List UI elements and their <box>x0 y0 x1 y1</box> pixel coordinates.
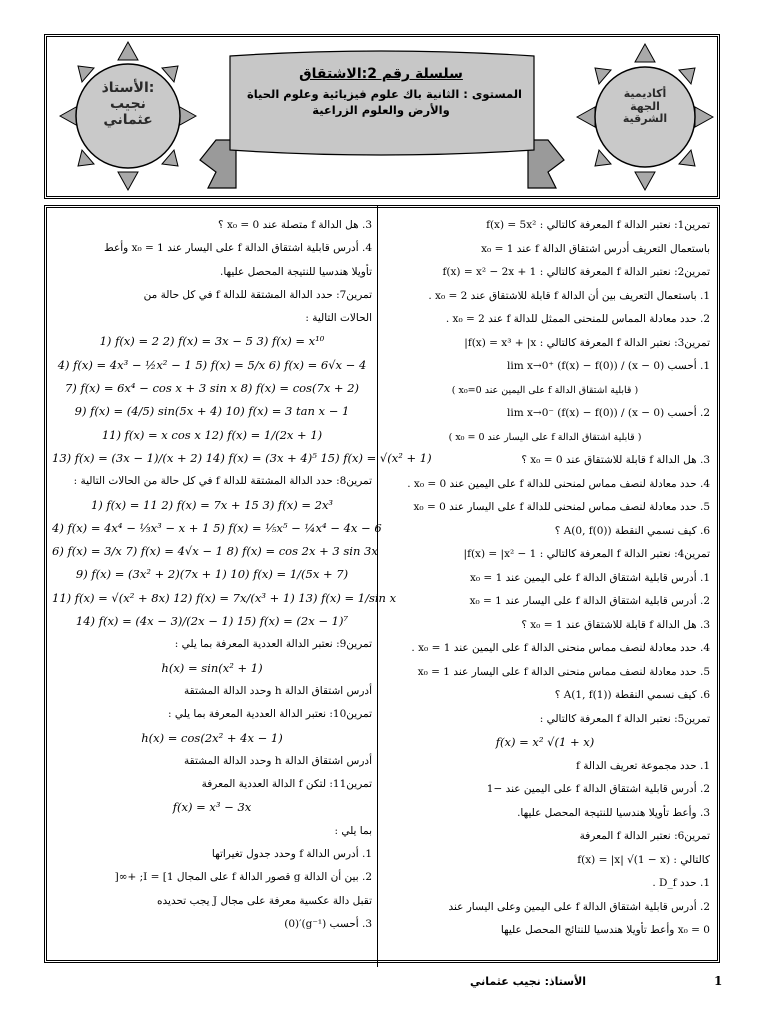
exercise-line: 3. هل الدالة f متصلة عند x₀ = 0 ؟ <box>218 219 372 231</box>
formula-line: 9) f(x) = (4/5) sin(5x + 4) 10) f(x) = 3 tan x − 1 <box>74 404 350 419</box>
exercise-line: باستعمال التعريف أدرس اشتقاق الدالة f عند x₀ = 1 <box>481 242 710 255</box>
academy-spike <box>679 150 695 166</box>
exercise-line: تمرين11: لتكن f الدالة العددية المعرفة <box>201 778 372 791</box>
exercise-line: ( قابلية اشتقاق الدالة f على اليسار عند x₀ = 0 ) <box>448 431 642 443</box>
exercise-line: تمرين8: حدد الدالة المشتقة للدالة f في كل حالة من الحالات التالية : <box>73 475 372 488</box>
teacher-badge <box>84 80 172 128</box>
exercise-line: ( قابلية اشتقاق الدالة f على اليمين عند x₀=0 ) <box>451 384 639 396</box>
exercise-line: 3. أحسب (g⁻¹)′(0) <box>284 917 372 930</box>
formula-line: h(x) = cos(2x² + 4x − 1) <box>141 730 283 745</box>
exercise-line: تمرين5: نعتبر الدالة f المعرفة كالتالي : <box>539 712 710 725</box>
exercise-line: 1. حدد مجموعة تعريف الدالة f <box>575 759 710 772</box>
formula-line: 6) f(x) = 3/x 7) f(x) = 4√x − 1 8) f(x) = cos 2x + 3 sin 3x <box>52 544 378 559</box>
exercise-line: تمرين4: نعتبر الدالة f المعرفة كالتالي : f(x) = |x² − 1| <box>463 548 710 560</box>
exercise-line: تأويلا هندسيا للنتيجة المحصل عليها. <box>219 265 372 278</box>
exercise-line: الحالات التالية : <box>305 312 372 325</box>
exercise-line: تمرين9: نعتبر الدالة العددية المعرفة بما يلي : <box>174 638 372 651</box>
formula-line: 11) f(x) = x cos x 12) f(x) = 1/(2x + 1) <box>101 427 323 442</box>
exercise-line: 3. هل الدالة f قابلة للاشتقاق عند x₀ = 1 ؟ <box>521 618 710 631</box>
exercise-line: 1. أدرس الدالة f وحدد جدول تغيراتها <box>211 848 372 861</box>
teacher-spike <box>118 172 138 190</box>
exercise-line: 1. أدرس قابلية اشتقاق الدالة f على اليمين عند x₀ = 1 <box>469 571 710 584</box>
teacher-badge-line: عثماني <box>103 112 153 129</box>
formula-line: h(x) = sin(x² + 1) <box>161 660 263 675</box>
academy-spike <box>635 172 655 190</box>
exercise-line: 5. حدد معادلة لنصف مماس لمنحنى للدالة f على اليسار عند x₀ = 0 <box>413 501 710 513</box>
level-line: المستوى : الثانية باك علوم فيزيائية وعلوم الحياة <box>246 87 522 101</box>
academy-spike <box>635 44 655 62</box>
exercise-line: 2. أدرس قابلية اشتقاق الدالة f على اليمين عند −1 <box>486 783 710 795</box>
exercise-line: تمرين10: نعتبر الدالة العددية المعرفة بما يلي : <box>168 708 372 721</box>
exercise-line: 2. أدرس قابلية اشتقاق الدالة f على اليسار عند x₀ = 1 <box>469 595 710 607</box>
exercise-line: تمرين7: حدد الدالة المشتقة للدالة f في كل حالة من <box>143 288 372 301</box>
teacher-badge-line: الأستاذ: <box>101 80 155 96</box>
academy-spike <box>679 68 695 84</box>
exercise-line: تمرين6: نعتبر الدالة f المعرفة <box>579 830 710 842</box>
footer-teacher-name: الأستاذ: نجيب عثماني <box>470 975 587 988</box>
academy-badge <box>605 88 685 126</box>
exercise-line: 5. حدد معادلة لنصف مماس منحنى الدالة f على اليسار عند x₀ = 1 <box>417 665 710 678</box>
academy-badge-line: الشرقية <box>622 112 668 126</box>
exercise-line: 2. أدرس قابلية اشتقاق الدالة f على اليمين وعلى اليسار عند <box>448 900 710 913</box>
exercise-line: أدرس اشتقاق الدالة h وحدد الدالة المشتقة <box>184 754 372 767</box>
formula-line: 14) f(x) = (4x − 3)/(2x − 1) 15) f(x) = (2x − 1)⁷ <box>75 614 349 629</box>
exercise-line: تمرين3: نعتبر الدالة f المعرفة كالتالي : f(x) = x³ + |x| <box>464 336 710 349</box>
series-title: سلسلة رقم 2:الاشتقاق <box>299 66 463 82</box>
exercise-line: 1. أحسب lim x→0⁺ (f(x) − f(0)) / (x − 0) <box>507 360 710 372</box>
left-column <box>52 214 432 936</box>
title-banner <box>230 58 532 154</box>
formula-line: 1) f(x) = 11 2) f(x) = 7x + 15 3) f(x) = 2x³ <box>90 497 334 512</box>
formula-line: 13) f(x) = (3x − 1)/(x + 2) 14) f(x) = (3x + 4)⁵ 15) f(x) = √(x² + 1) <box>52 450 432 465</box>
right-column <box>380 214 710 943</box>
teacher-badge-line: نجيب <box>110 96 146 113</box>
exercise-line: تمرين2: نعتبر الدالة f المعرفة كالتالي : f(x) = x² − 2x + 1 <box>442 266 710 278</box>
exercise-line: أدرس اشتقاق الدالة h وحدد الدالة المشتقة <box>184 684 372 697</box>
formula-line: f(x) = x² √(1 + x) <box>495 735 595 749</box>
academy-badge-line: الجهة <box>630 99 660 113</box>
formula-line: f(x) = x³ − 3x <box>172 800 252 815</box>
level-line: والأرض والعلوم الزراعية <box>312 103 450 118</box>
exercise-line: x₀ = 0 وأعط تأويلا هندسيا للنتائج المحصل عليها <box>500 924 710 936</box>
academy-spike <box>577 107 595 127</box>
formula-line: 4) f(x) = 4x³ − ½x² − 1 5) f(x) = 5/x 6) f(x) = 6√x − 4 <box>57 357 367 372</box>
formula-line: 11) f(x) = √(x² + 8x) 12) f(x) = 7x/(x³ + 1) 13) f(x) = 1/sin x <box>52 590 397 605</box>
formula-line: 9) f(x) = (3x² + 2)(7x + 1) 10) f(x) = 1/(5x + 7) <box>75 567 349 582</box>
teacher-spike <box>118 42 138 60</box>
formula-line: 1) f(x) = 2 2) f(x) = 3x − 5 3) f(x) = x¹⁰ <box>99 334 325 349</box>
exercise-line: كالتالي : f(x) = |x| √(1 − x) <box>577 853 710 866</box>
page-number: 1 <box>714 974 723 988</box>
academy-badge-line: أكاديمية <box>623 87 667 100</box>
formula-line: 7) f(x) = 6x⁴ − cos x + 3 sin x 8) f(x) = cos(7x + 2) <box>64 381 359 396</box>
academy-spike <box>595 150 611 166</box>
exercise-line: 2. بين أن الدالة g قصور الدالة f على المجال I = [1; +∞[ <box>114 871 372 884</box>
exercise-line: 2. أحسب lim x→0⁻ (f(x) − f(0)) / (x − 0) <box>507 407 710 419</box>
exercise-line: 2. حدد معادلة المماس للمنحنى الممثل للدالة f عند x₀ = 2 . <box>445 313 710 325</box>
academy-spike <box>595 68 611 84</box>
formula-line: 4) f(x) = 4x⁴ − ⅓x³ − x + 1 5) f(x) = ⅕x⁵ − ¼x⁴ − 4x − 6 <box>52 520 382 535</box>
exercise-line: 6. كيف نسمي النقطة A(0, f(0)) ؟ <box>554 524 710 537</box>
exercise-line: 1. حدد D_f . <box>652 877 710 889</box>
exercise-line: بما يلي : <box>334 824 372 837</box>
exercise-line: 4. حدد معادلة لنصف مماس منحنى الدالة f على اليمين عند x₀ = 1 . <box>411 642 710 654</box>
academy-spike <box>695 107 713 127</box>
exercise-line: 4. أدرس قابلية اشتقاق الدالة f على اليسار عند x₀ = 1 وأعط <box>104 242 372 255</box>
column-divider <box>377 205 378 967</box>
exercise-line: تمرين1: نعتبر الدالة f المعرفة كالتالي : f(x) = 5x² <box>486 219 710 231</box>
exercise-line: 6. كيف نسمي النقطة A(1, f(1)) ؟ <box>554 689 710 701</box>
exercise-line: 1. باستعمال التعريف بين أن الدالة f قابلة للاشتقاق عند x₀ = 2 . <box>428 289 710 302</box>
exercise-line: تقبل دالة عكسية معرفة على مجال J يجب تحديده <box>157 894 372 907</box>
exercise-line: 4. حدد معادلة لنصف مماس لمنحنى للدالة f على اليمين عند x₀ = 0 . <box>407 477 710 490</box>
exercise-line: 3. هل الدالة f قابلة للاشتقاق عند x₀ = 0 ؟ <box>521 454 710 466</box>
exercise-line: 3. وأعط تأويلا هندسيا للنتيجة المحصل عليها. <box>517 806 710 819</box>
